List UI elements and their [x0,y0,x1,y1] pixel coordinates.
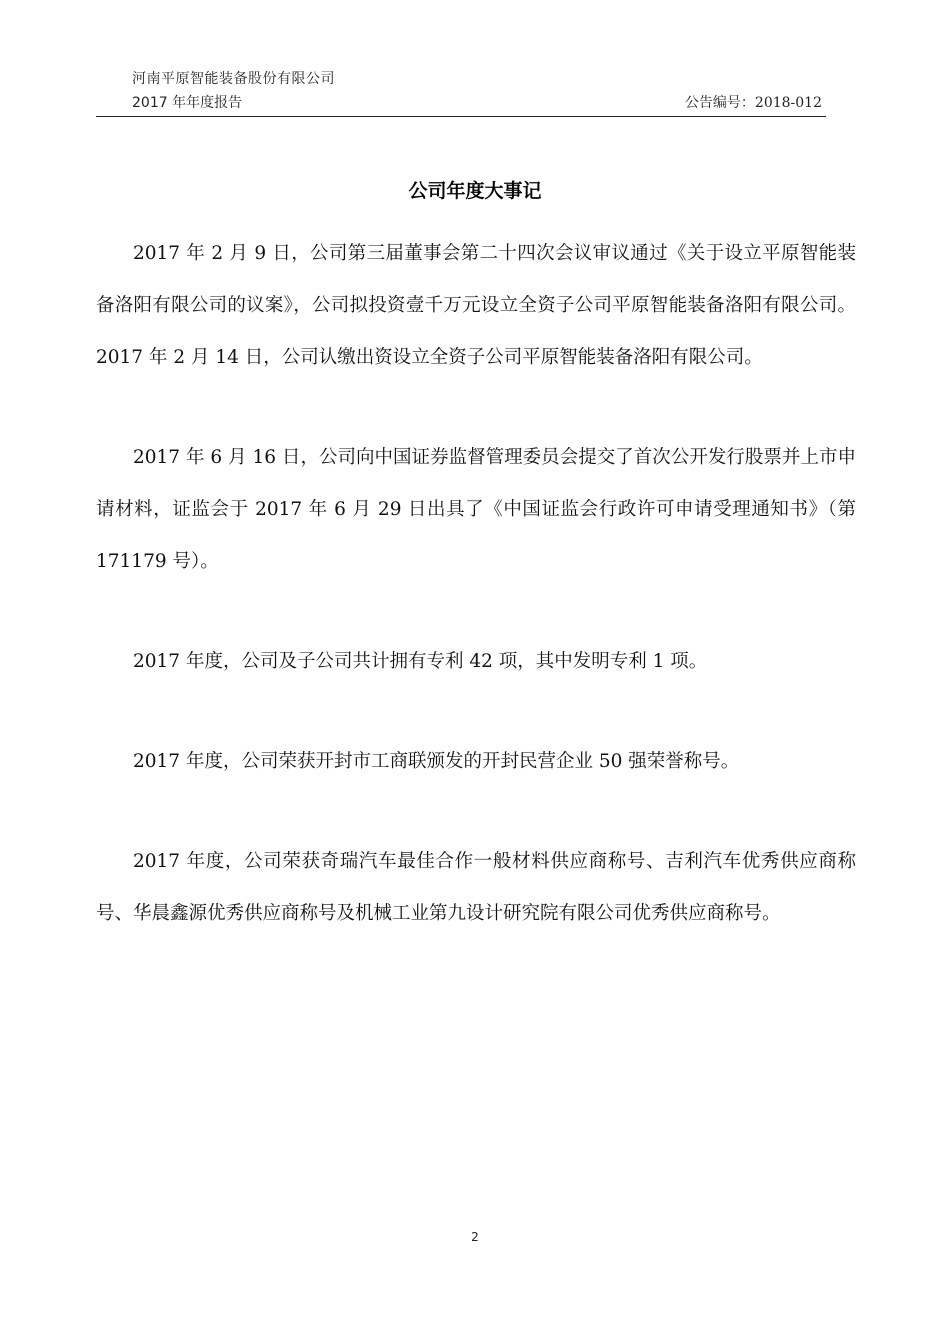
header-report-title: 2017 年年度报告 [132,95,243,111]
paragraph-ipo-application: 2017 年 6 月 16 日，公司向中国证券监督管理委员会提交了首次公开发行股票并上市申请材料，证监会于 2017 年 6 月 29 日出具了《中国证监会行政许可申请受理通知书》（第 171179 号）。 [96,447,856,572]
page-title: 公司年度大事记 [408,180,542,202]
paragraph-top50-honor: 2017 年度，公司荣获开封市工商联颁发的开封民营企业 50 强荣誉称号。 [133,751,740,772]
page-header [96,66,826,117]
paragraph-patents: 2017 年度，公司及子公司共计拥有专利 42 项，其中发明专利 1 项。 [133,651,708,672]
header-announcement-number: 公告编号：2018-012 [684,95,822,111]
paragraph-subsidiary-establishment: 2017 年 2 月 9 日，公司第三届董事会第二十四次会议审议通过《关于设立平原智能装备洛阳有限公司的议案》，公司拟投资壹千万元设立全资子公司平原智能装备洛阳有限公司。2017 年 2 月 14 日，公司认缴出资设立全资子公司平原智能装备洛阳有限公司。 [96,243,856,368]
paragraph-supplier-awards: 2017 年度，公司荣获奇瑞汽车最佳合作一般材料供应商称号、吉利汽车优秀供应商称号、华晨鑫源优秀供应商称号及机械工业第九设计研究院有限公司优秀供应商称号。 [96,851,856,924]
header-company-name: 河南平原智能装备股份有限公司 [132,71,335,87]
page-number: 2 [471,1230,479,1244]
document-body [96,228,856,940]
